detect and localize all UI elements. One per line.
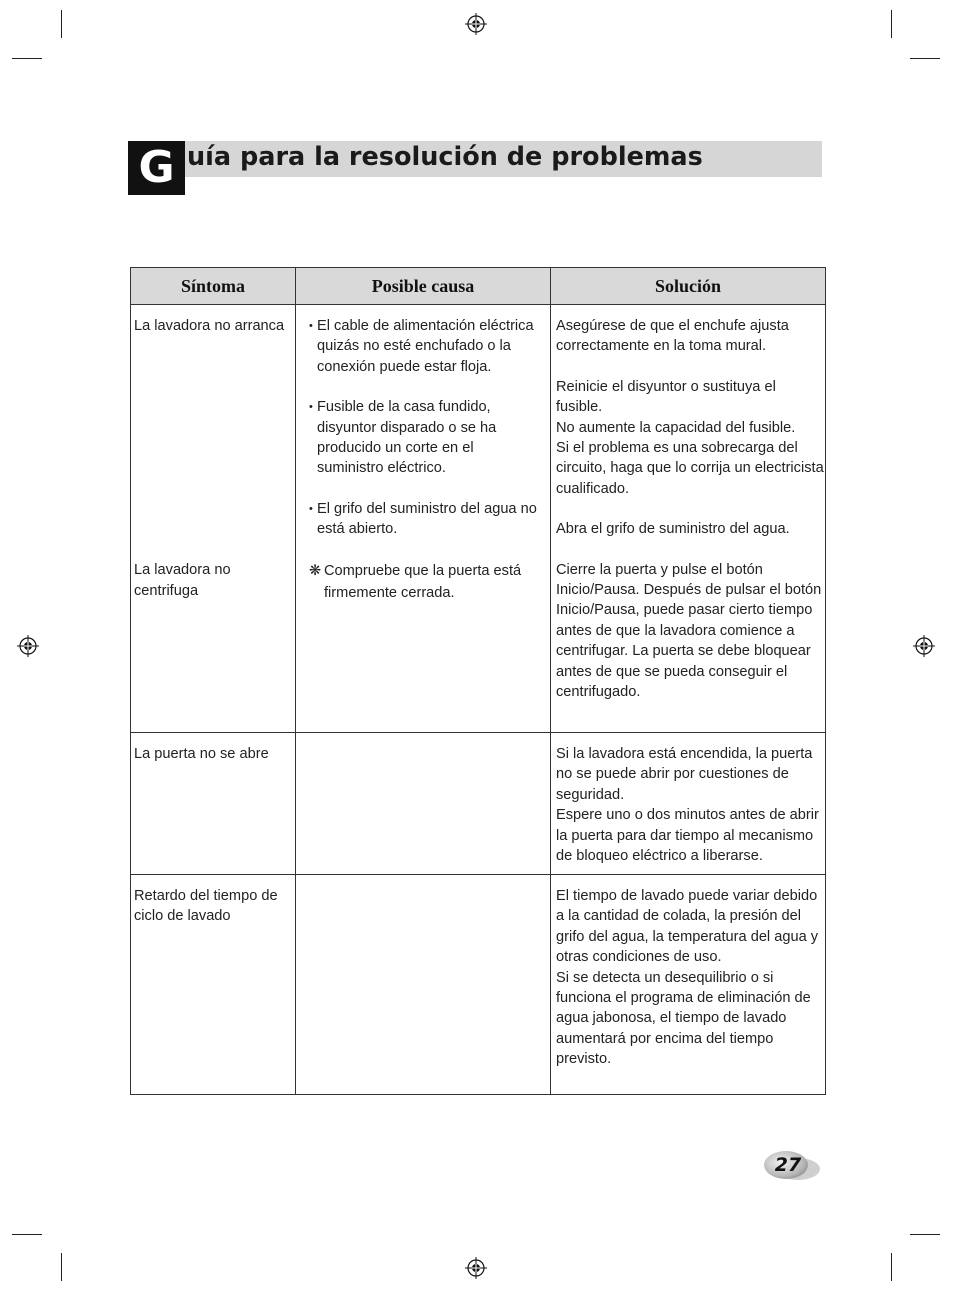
troubleshooting-table (130, 267, 826, 1095)
crop-mark (910, 58, 940, 59)
registration-crosshair-icon (465, 13, 487, 35)
solution-text: Si se detecta un desequilibrio o si funciona el programa de eliminación de agua jabonosa, el tiempo de lavado aumentará por encima del tiempo previsto. (556, 969, 811, 1068)
solution-text: El tiempo de lavado puede variar debido a la cantidad de colada, la presión del grifo del agua, la temperatura del agua y otras condiciones de uso. (556, 888, 819, 966)
solution-cell (551, 875, 826, 1095)
solution-cell (551, 733, 826, 875)
solution-text: Abra el grifo de suministro del agua. (556, 521, 790, 538)
crop-mark (61, 10, 62, 38)
cause-item: • El cable de alimentación eléctrica quizás no esté enchufado o la conexión puede estar floja. (309, 316, 544, 377)
cause-cell (296, 733, 551, 875)
registration-crosshair-icon (913, 635, 935, 657)
asterism-icon: ❋ (309, 562, 322, 579)
solution-text: Asegúrese de que el enchufe ajusta correctamente en la toma mural. (556, 318, 789, 355)
crop-mark (12, 1234, 42, 1235)
cause-item: • Fusible de la casa fundido, disyuntor disparado o se ha producido un corte en el suministro eléctrico. (309, 397, 544, 479)
solution-text: Si el problema es una sobrecarga del circuito, haga que lo corrija un electricista cualificado. (556, 440, 824, 497)
cause-note (309, 560, 544, 604)
table-header-row (131, 268, 826, 305)
symptom-text: Retardo del tiempo de ciclo de lavado (134, 888, 278, 925)
section-initial: G (128, 141, 185, 195)
table-row (131, 305, 826, 733)
crop-mark (891, 1253, 892, 1281)
solution-text: Reinicie el disyuntor o sustituya el fusible. (556, 378, 776, 416)
column-header-symptom: Síntoma (131, 268, 296, 305)
section-title: uía para la resolución de problemas (187, 142, 703, 172)
symptom-cell (131, 733, 296, 875)
column-header-cause: Posible causa (296, 268, 551, 305)
crop-mark (12, 58, 42, 59)
crop-mark (910, 1234, 940, 1235)
solution-text: Espere uno o dos minutos antes de abrir la puerta para dar tiempo al mecanismo de bloqueo eléctrico a liberarse. (556, 807, 819, 865)
page-number: 27 (774, 1154, 802, 1176)
solution-text: No aumente la capacidad del fusible. (556, 419, 796, 436)
symptom-text: La lavadora no centrifuga (134, 562, 231, 599)
solution-text: Si la lavadora está encendida, la puerta no se puede abrir por cuestiones de seguridad. (556, 746, 813, 803)
table-row (131, 733, 826, 875)
cause-cell (296, 305, 551, 733)
symptom-text: La lavadora no arranca (134, 318, 285, 334)
registration-crosshair-icon (17, 635, 39, 657)
symptom-cell (131, 305, 296, 733)
symptom-cell (131, 875, 296, 1095)
table-row (131, 875, 826, 1095)
cause-cell (296, 875, 551, 1095)
crop-mark (891, 10, 892, 38)
solution-cell (551, 305, 826, 733)
column-header-solution: Solución (551, 268, 826, 305)
cause-note-text: Compruebe que la puerta está firmemente cerrada. (324, 562, 522, 601)
cause-item: • El grifo del suministro del agua no está abierto. (309, 499, 544, 540)
solution-text: Cierre la puerta y pulse el botón Inicio/Pausa. Después de pulsar el botón Inicio/Pausa, puede pasar cierto tiempo antes de que la lavadora comience a centrifugar. La puerta se debe bloquear antes de que se pueda conseguir el centrifugado. (556, 561, 822, 701)
registration-crosshair-icon (465, 1257, 487, 1279)
crop-mark (61, 1253, 62, 1281)
symptom-text: La puerta no se abre (134, 746, 269, 762)
